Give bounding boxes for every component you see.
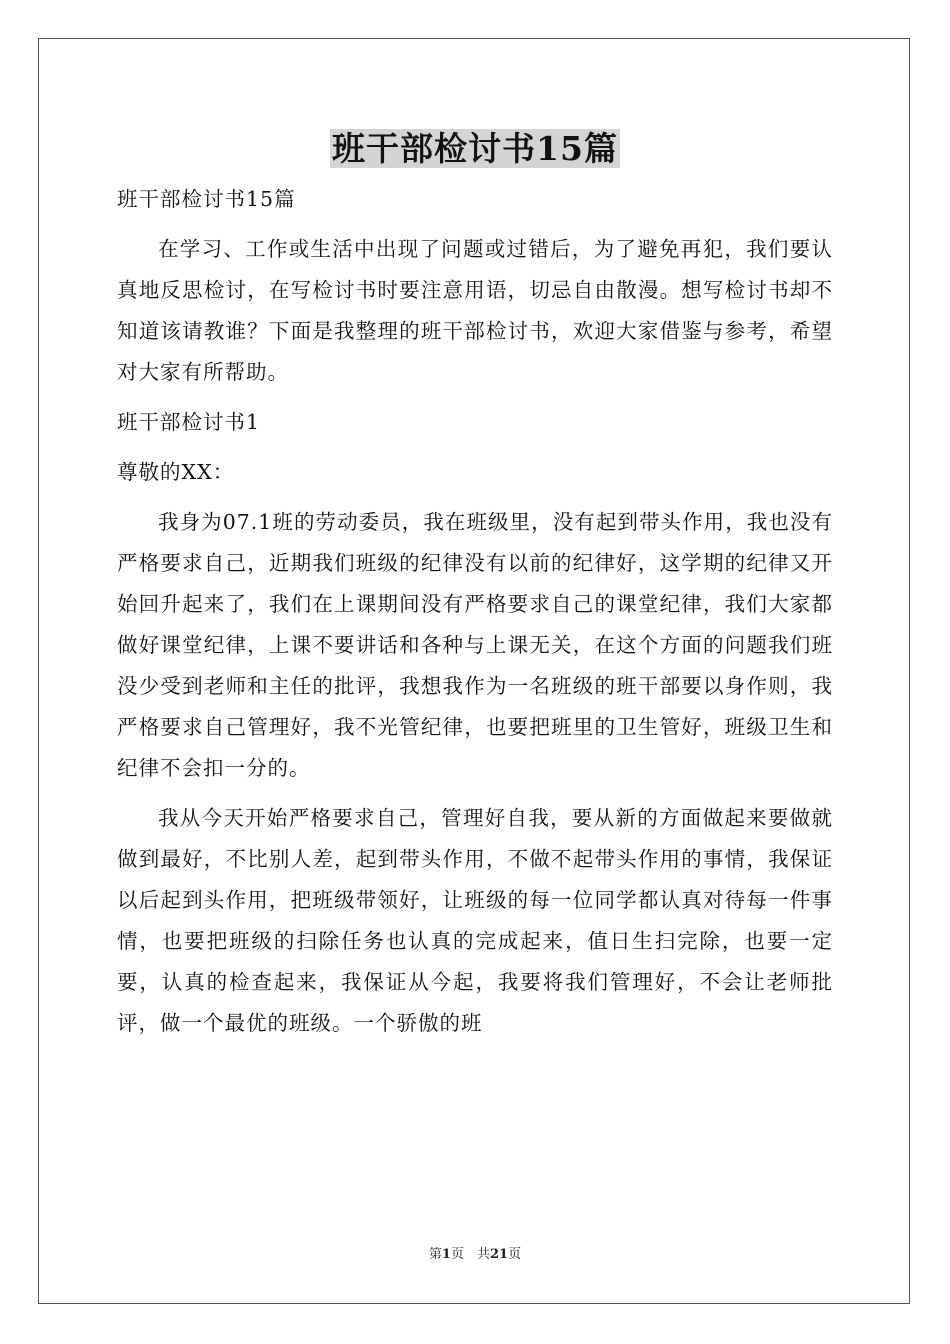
footer-page-prefix: 第 [428, 1247, 442, 1262]
document-title [0, 128, 950, 170]
document-title-text: 班干部检讨书15篇 [332, 129, 618, 168]
footer-page-mid: 页 共 [450, 1247, 490, 1262]
footer-page-total: 21 [489, 1247, 509, 1262]
footer-page-suffix: 页 [508, 1247, 522, 1262]
footer-page-current: 1 [441, 1247, 451, 1262]
body-paragraph: 班干部检讨书1 [117, 410, 261, 434]
body-paragraph: 我身为07.1班的劳动委员，我在班级里，没有起到带头作用，我也没有严格要求自己，近期我们班级的纪律没有以前的纪律好，这学期的纪律又开始回升起来了，我们在上课期间没有严格要求自己的课堂纪律，我们大家都做好课堂纪律，上课不要讲话和各种与上课无关，在这个方面的问题我们班没少受到老师和主任的批评，我想我作为一名班级的班干部要以身作则，我严格要求自己管理好，我不光管纪律，也要把班里的卫生管好，班级卫生和纪律不会扣一分的。 [117, 510, 833, 780]
body-paragraph: 在学习、工作或生活中出现了问题或过错后，为了避免再犯，我们要认真地反思检讨，在写检讨书时要注意用语，切忌自由散漫。想写检讨书却不知道该请教谁？下面是我整理的班干部检讨书，欢迎大家借鉴与参考，希望对大家有所帮助。 [117, 237, 833, 384]
page-footer [0, 1246, 950, 1264]
body-paragraph: 我从今天开始严格要求自己，管理好自我，要从新的方面做起来要做就做到最好，不比别人差，起到带头作用，不做不起带头作用的事情，我保证以后起到头作用，把班级带领好，让班级的每一位同学都认真对待每一件事情，也要把班级的扫除任务也认真的完成起来，值日生扫完除，也要一定要，认真的检查起来，我保证从今起，我要将我们管理好，不会让老师批评，做一个最优的班级。一个骄傲的班 [117, 806, 833, 1035]
body-paragraph: 尊敬的XX： [117, 460, 235, 484]
document-body [117, 179, 833, 1053]
body-paragraph: 班干部检讨书15篇 [117, 187, 296, 211]
